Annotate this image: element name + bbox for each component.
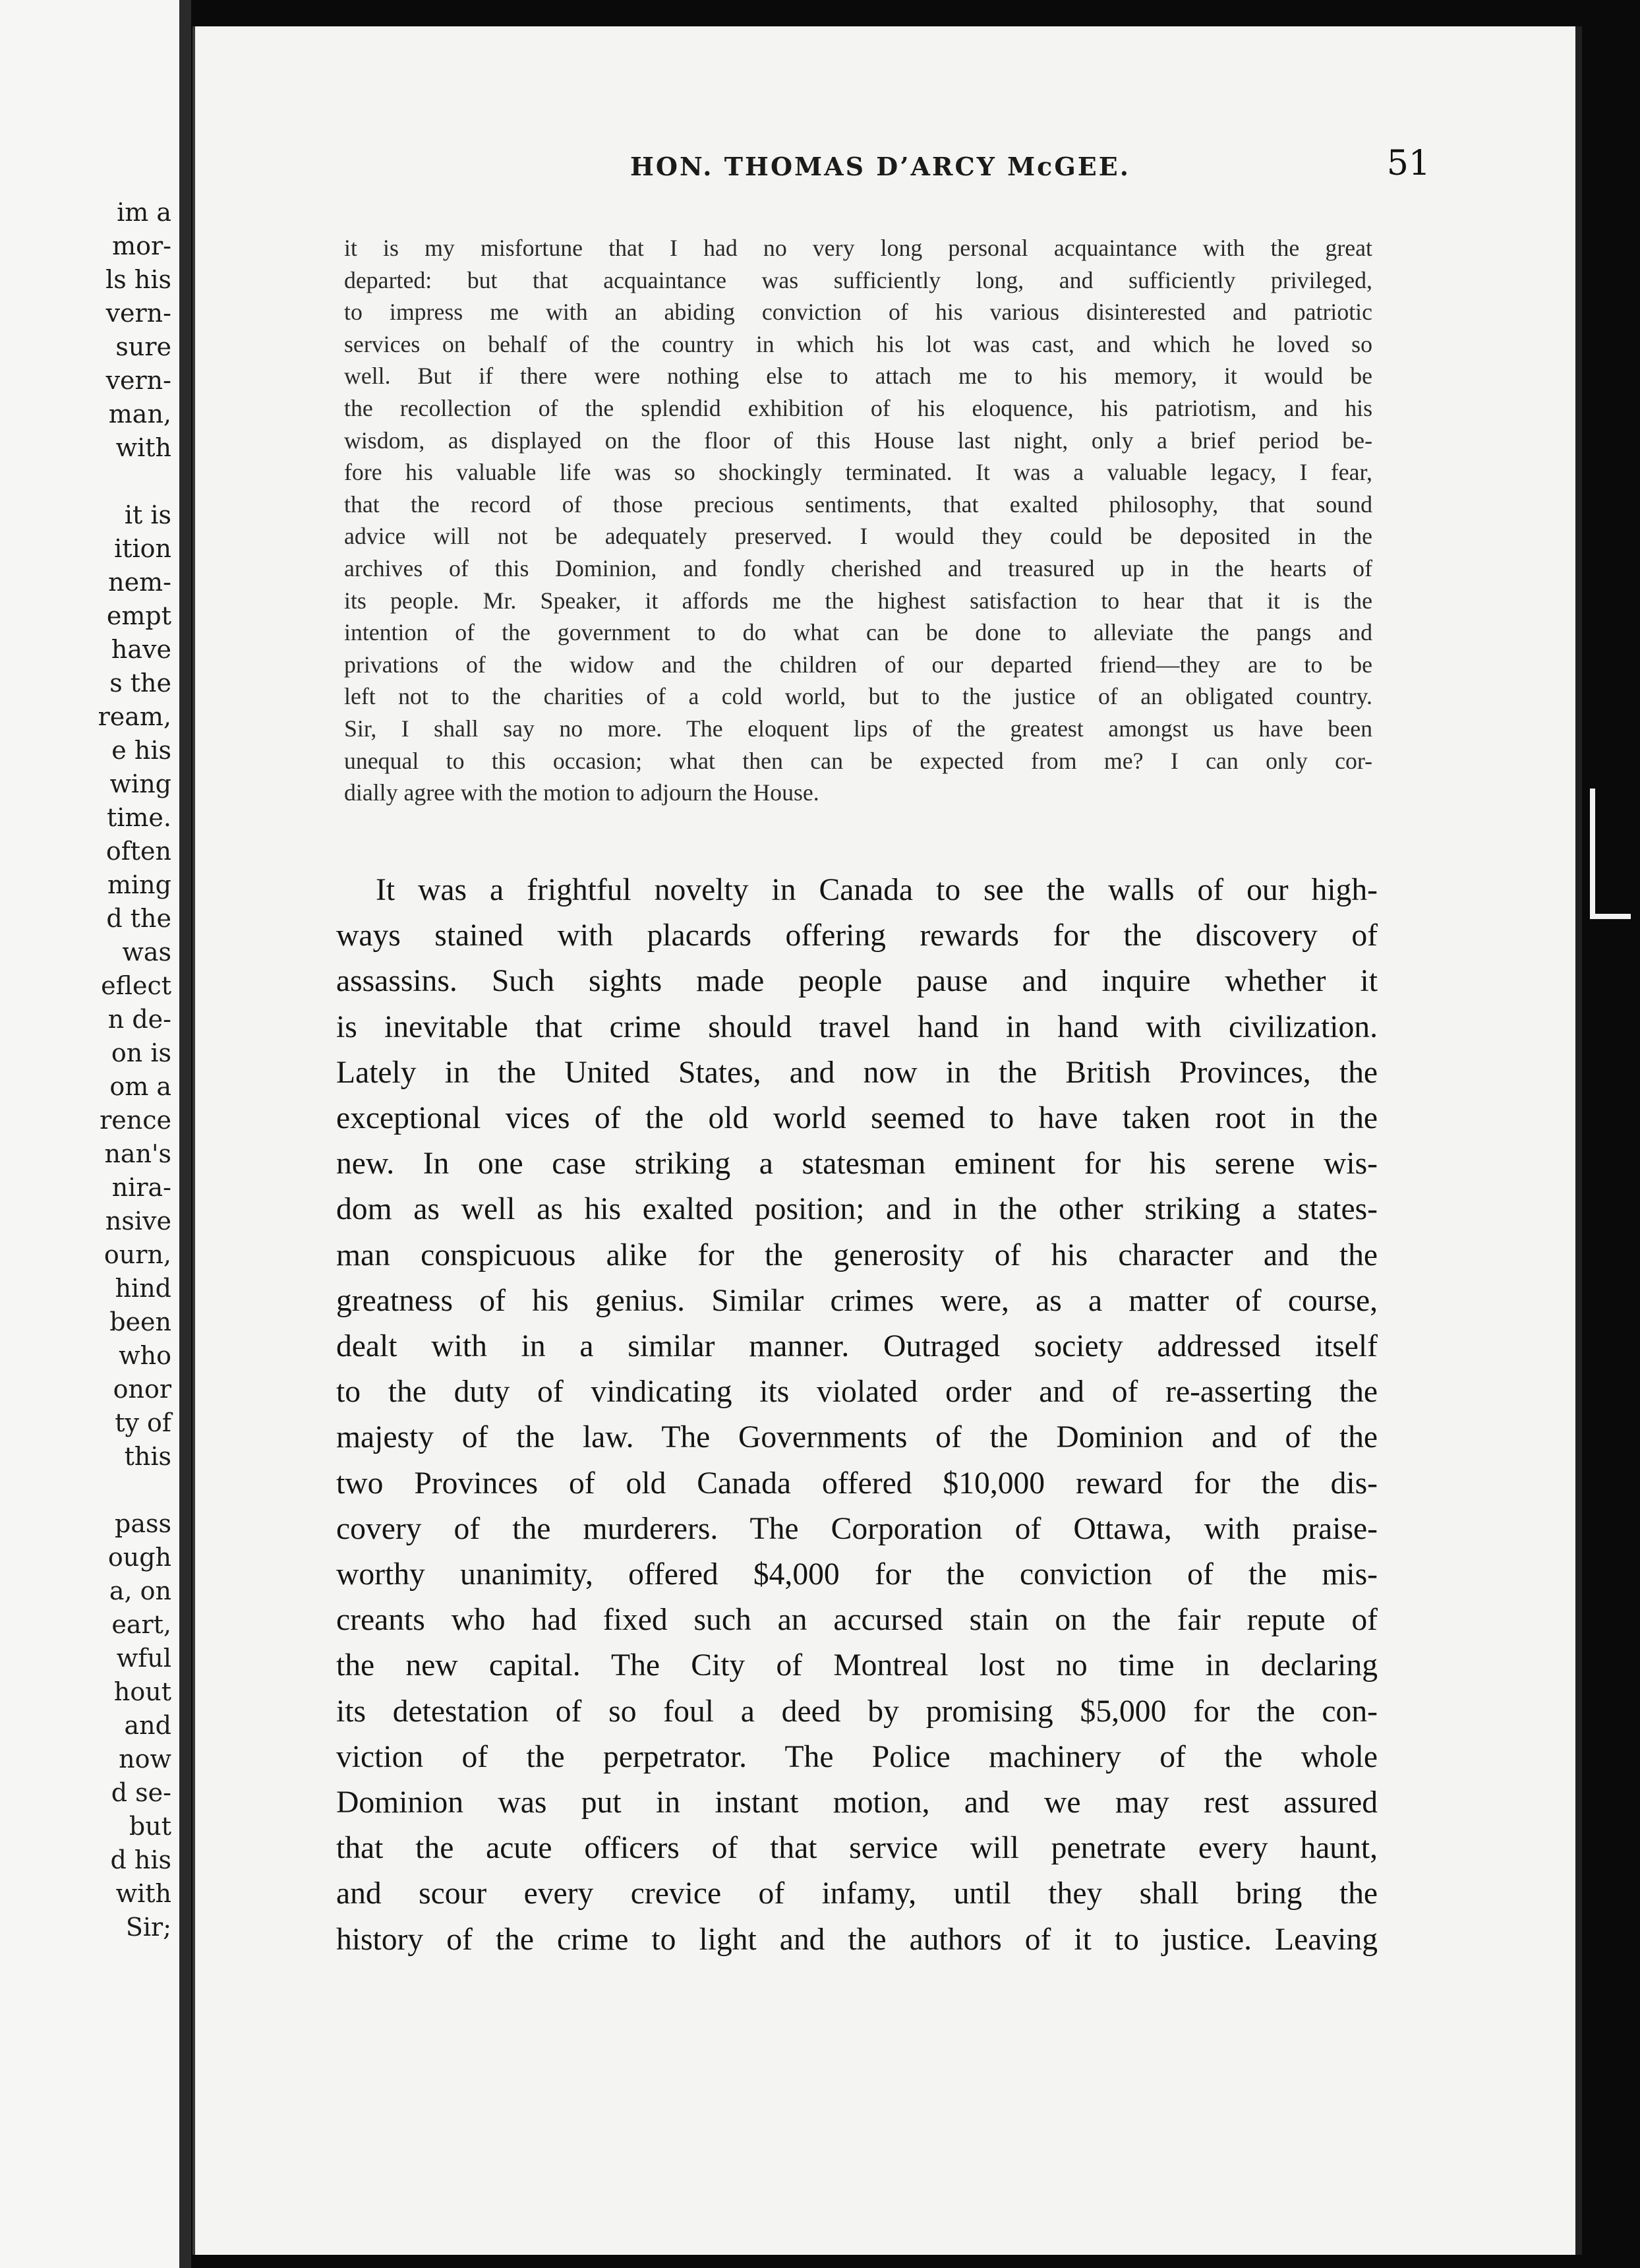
body-line: the new capital. The City of Montreal lost no time in declaring <box>336 1648 1378 1683</box>
left-page-line: a, on <box>109 1576 171 1605</box>
body-line: covery of the murderers. The Corporation of Ottawa, with praise- <box>336 1511 1378 1546</box>
body-line: dealt with in a similar manner. Outraged society addressed itself <box>336 1329 1378 1364</box>
body-line: new. In one case striking a statesman eminent for his serene wis- <box>336 1147 1378 1181</box>
quote-line: wisdom, as displayed on the floor of this House last night, only a brief period be- <box>344 427 1372 454</box>
left-page-line: rence <box>100 1106 171 1135</box>
left-page-line: on is <box>111 1038 171 1067</box>
body-line: dom as well as his exalted position; and in the other striking a states- <box>336 1192 1378 1227</box>
left-page-line: im a <box>117 198 171 227</box>
quote-line: advice will not be adequately preserved. I would they could be deposited in the <box>344 523 1372 550</box>
quote-line: well. But if there were nothing else to attach me to his memory, it would be <box>344 363 1372 390</box>
page-number: 51 <box>1386 144 1430 183</box>
left-page-line: s the <box>109 669 171 698</box>
left-page-line: who <box>119 1341 171 1370</box>
quote-line: departed: but that acquaintance was sufficiently long, and sufficiently privileged, <box>344 266 1372 293</box>
left-page-line: vern- <box>105 299 171 328</box>
body-line: man conspicuous alike for the generosity of his character and the <box>336 1238 1378 1272</box>
left-page-line: ming <box>107 870 171 899</box>
left-page-line: nem- <box>108 568 171 597</box>
left-page-line: d the <box>106 904 171 933</box>
page <box>192 26 1582 2255</box>
scan-artifact-mark <box>1590 914 1631 919</box>
left-page-line: with <box>115 433 171 462</box>
left-page-line: and <box>124 1711 171 1740</box>
body-line: Lately in the United States, and now in the British Provinces, the <box>336 1055 1378 1090</box>
left-page-line: vern- <box>105 366 171 395</box>
left-page-line: d his <box>110 1845 171 1874</box>
left-page-line: ition <box>114 534 171 563</box>
body-line: exceptional vices of the old world seemed to have taken root in the <box>336 1101 1378 1136</box>
body-line: to the duty of vindicating its violated order and of re-asserting the <box>336 1375 1378 1410</box>
body-line: viction of the perpetrator. The Police machinery of the whole <box>336 1739 1378 1774</box>
body-line: and scour every crevice of infamy, until they shall bring the <box>336 1876 1378 1911</box>
left-page-line: hout <box>113 1677 171 1706</box>
left-page-line: pass <box>115 1509 171 1538</box>
body-line: assassins. Such sights made people pause and inquire whether it <box>336 964 1378 999</box>
left-page-line: nira- <box>111 1173 171 1202</box>
left-page-line: onor <box>113 1375 171 1404</box>
left-page-line: ream, <box>98 702 171 731</box>
left-page-line: e his <box>111 736 171 765</box>
left-page-line: empt <box>106 601 171 630</box>
body-line: ways stained with placards offering rewards for the discovery of <box>336 918 1378 953</box>
book-gutter <box>179 0 191 2268</box>
quote-line: unequal to this occasion; what then can be expected from me? I can only cor- <box>344 747 1372 774</box>
body-line: worthy unanimity, offered $4,000 for the conviction of the mis- <box>336 1557 1378 1592</box>
left-page-line: nan's <box>104 1139 171 1168</box>
left-page-line: wful <box>116 1644 171 1673</box>
left-page-line: it is <box>124 500 171 529</box>
quote-line: its people. Mr. Speaker, it affords me the highest satisfaction to hear that it is the <box>344 587 1372 614</box>
quote-line: archives of this Dominion, and fondly cherished and treasured up in the hearts of <box>344 554 1372 582</box>
body-line: history of the crime to light and the authors of it to justice. Leaving <box>336 1922 1378 1957</box>
left-page-line: ough <box>107 1543 171 1572</box>
quote-line: it is my misfortune that I had no very long personal acquaintance with the great <box>344 235 1372 261</box>
body-line: that the acute officers of that service will penetrate every haunt, <box>336 1831 1378 1866</box>
quote-line: dially agree with the motion to adjourn the House. <box>344 779 819 806</box>
quote-line: that the record of those precious sentiments, that exalted philosophy, that sound <box>344 491 1372 518</box>
left-page-line: often <box>105 837 171 866</box>
body-line: majesty of the law. The Governments of the Dominion and of the <box>336 1420 1378 1455</box>
left-page-line: d se- <box>111 1778 171 1807</box>
left-page-line: now <box>119 1745 171 1774</box>
left-page-line: been <box>109 1307 171 1336</box>
left-page-line: hind <box>115 1274 171 1303</box>
left-page-line: ls his <box>105 265 171 294</box>
left-page-line: n de- <box>107 1005 171 1034</box>
left-page-line: ourn, <box>103 1240 171 1269</box>
left-page-line: nsive <box>105 1207 171 1236</box>
quote-line: left not to the charities of a cold world, but to the justice of an obligated country. <box>344 683 1372 710</box>
quote-line: fore his valuable life was so shockingly terminated. It was a valuable legacy, I fear, <box>344 459 1372 486</box>
left-page-line: eart, <box>111 1610 171 1639</box>
body-line: creants who had fixed such an accursed stain on the fair repute of <box>336 1603 1378 1638</box>
body-line: Dominion was put in instant motion, and we may rest assured <box>336 1785 1378 1820</box>
quote-line: services on behalf of the country in which his lot was cast, and which he loved so <box>344 330 1372 357</box>
quote-line: to impress me with an abiding conviction of his various disinterested and patriotic <box>344 299 1372 326</box>
left-page-line: man, <box>108 400 171 429</box>
body-line: greatness of his genius. Similar crimes were, as a matter of course, <box>336 1283 1378 1318</box>
left-page-line: eflect <box>101 971 171 1000</box>
left-page-line: but <box>129 1812 171 1841</box>
quote-line: intention of the government to do what can be done to alleviate the pangs and <box>344 619 1372 646</box>
body-line: two Provinces of old Canada offered $10,000 reward for the dis- <box>336 1466 1378 1501</box>
left-page-line: mor- <box>112 231 171 260</box>
body-line: its detestation of so foul a deed by promising $5,000 for the con- <box>336 1694 1378 1729</box>
quote-line: privations of the widow and the children of our departed friend—they are to be <box>344 651 1372 678</box>
left-page-line: have <box>111 635 171 664</box>
quote-line: the recollection of the splendid exhibition of his eloquence, his patriotism, and his <box>344 394 1372 421</box>
body-line: is inevitable that crime should travel hand in hand with civilization. <box>336 1009 1378 1044</box>
scan-artifact-mark <box>1590 789 1595 914</box>
left-page-line: time. <box>106 803 171 832</box>
left-page-line: sure <box>115 332 171 361</box>
left-page-line: om a <box>109 1072 171 1101</box>
left-page-line: Sir; <box>125 1913 171 1942</box>
left-page-line: this <box>124 1442 171 1471</box>
body-line: It was a frightful novelty in Canada to see the walls of our high- <box>376 873 1378 907</box>
left-page-line: with <box>115 1879 171 1908</box>
running-head: HON. THOMAS D’ARCY McGEE. <box>630 152 1130 181</box>
left-page-line: was <box>122 938 171 967</box>
body-paragraph <box>336 868 1378 1963</box>
left-page-fragment <box>0 0 183 2268</box>
left-page-line: ty of <box>115 1408 171 1437</box>
left-page-line: wing <box>109 769 171 798</box>
quote-line: Sir, I shall say no more. The eloquent lips of the greatest amongst us have been <box>344 715 1372 742</box>
speech-quotation <box>344 232 1372 809</box>
